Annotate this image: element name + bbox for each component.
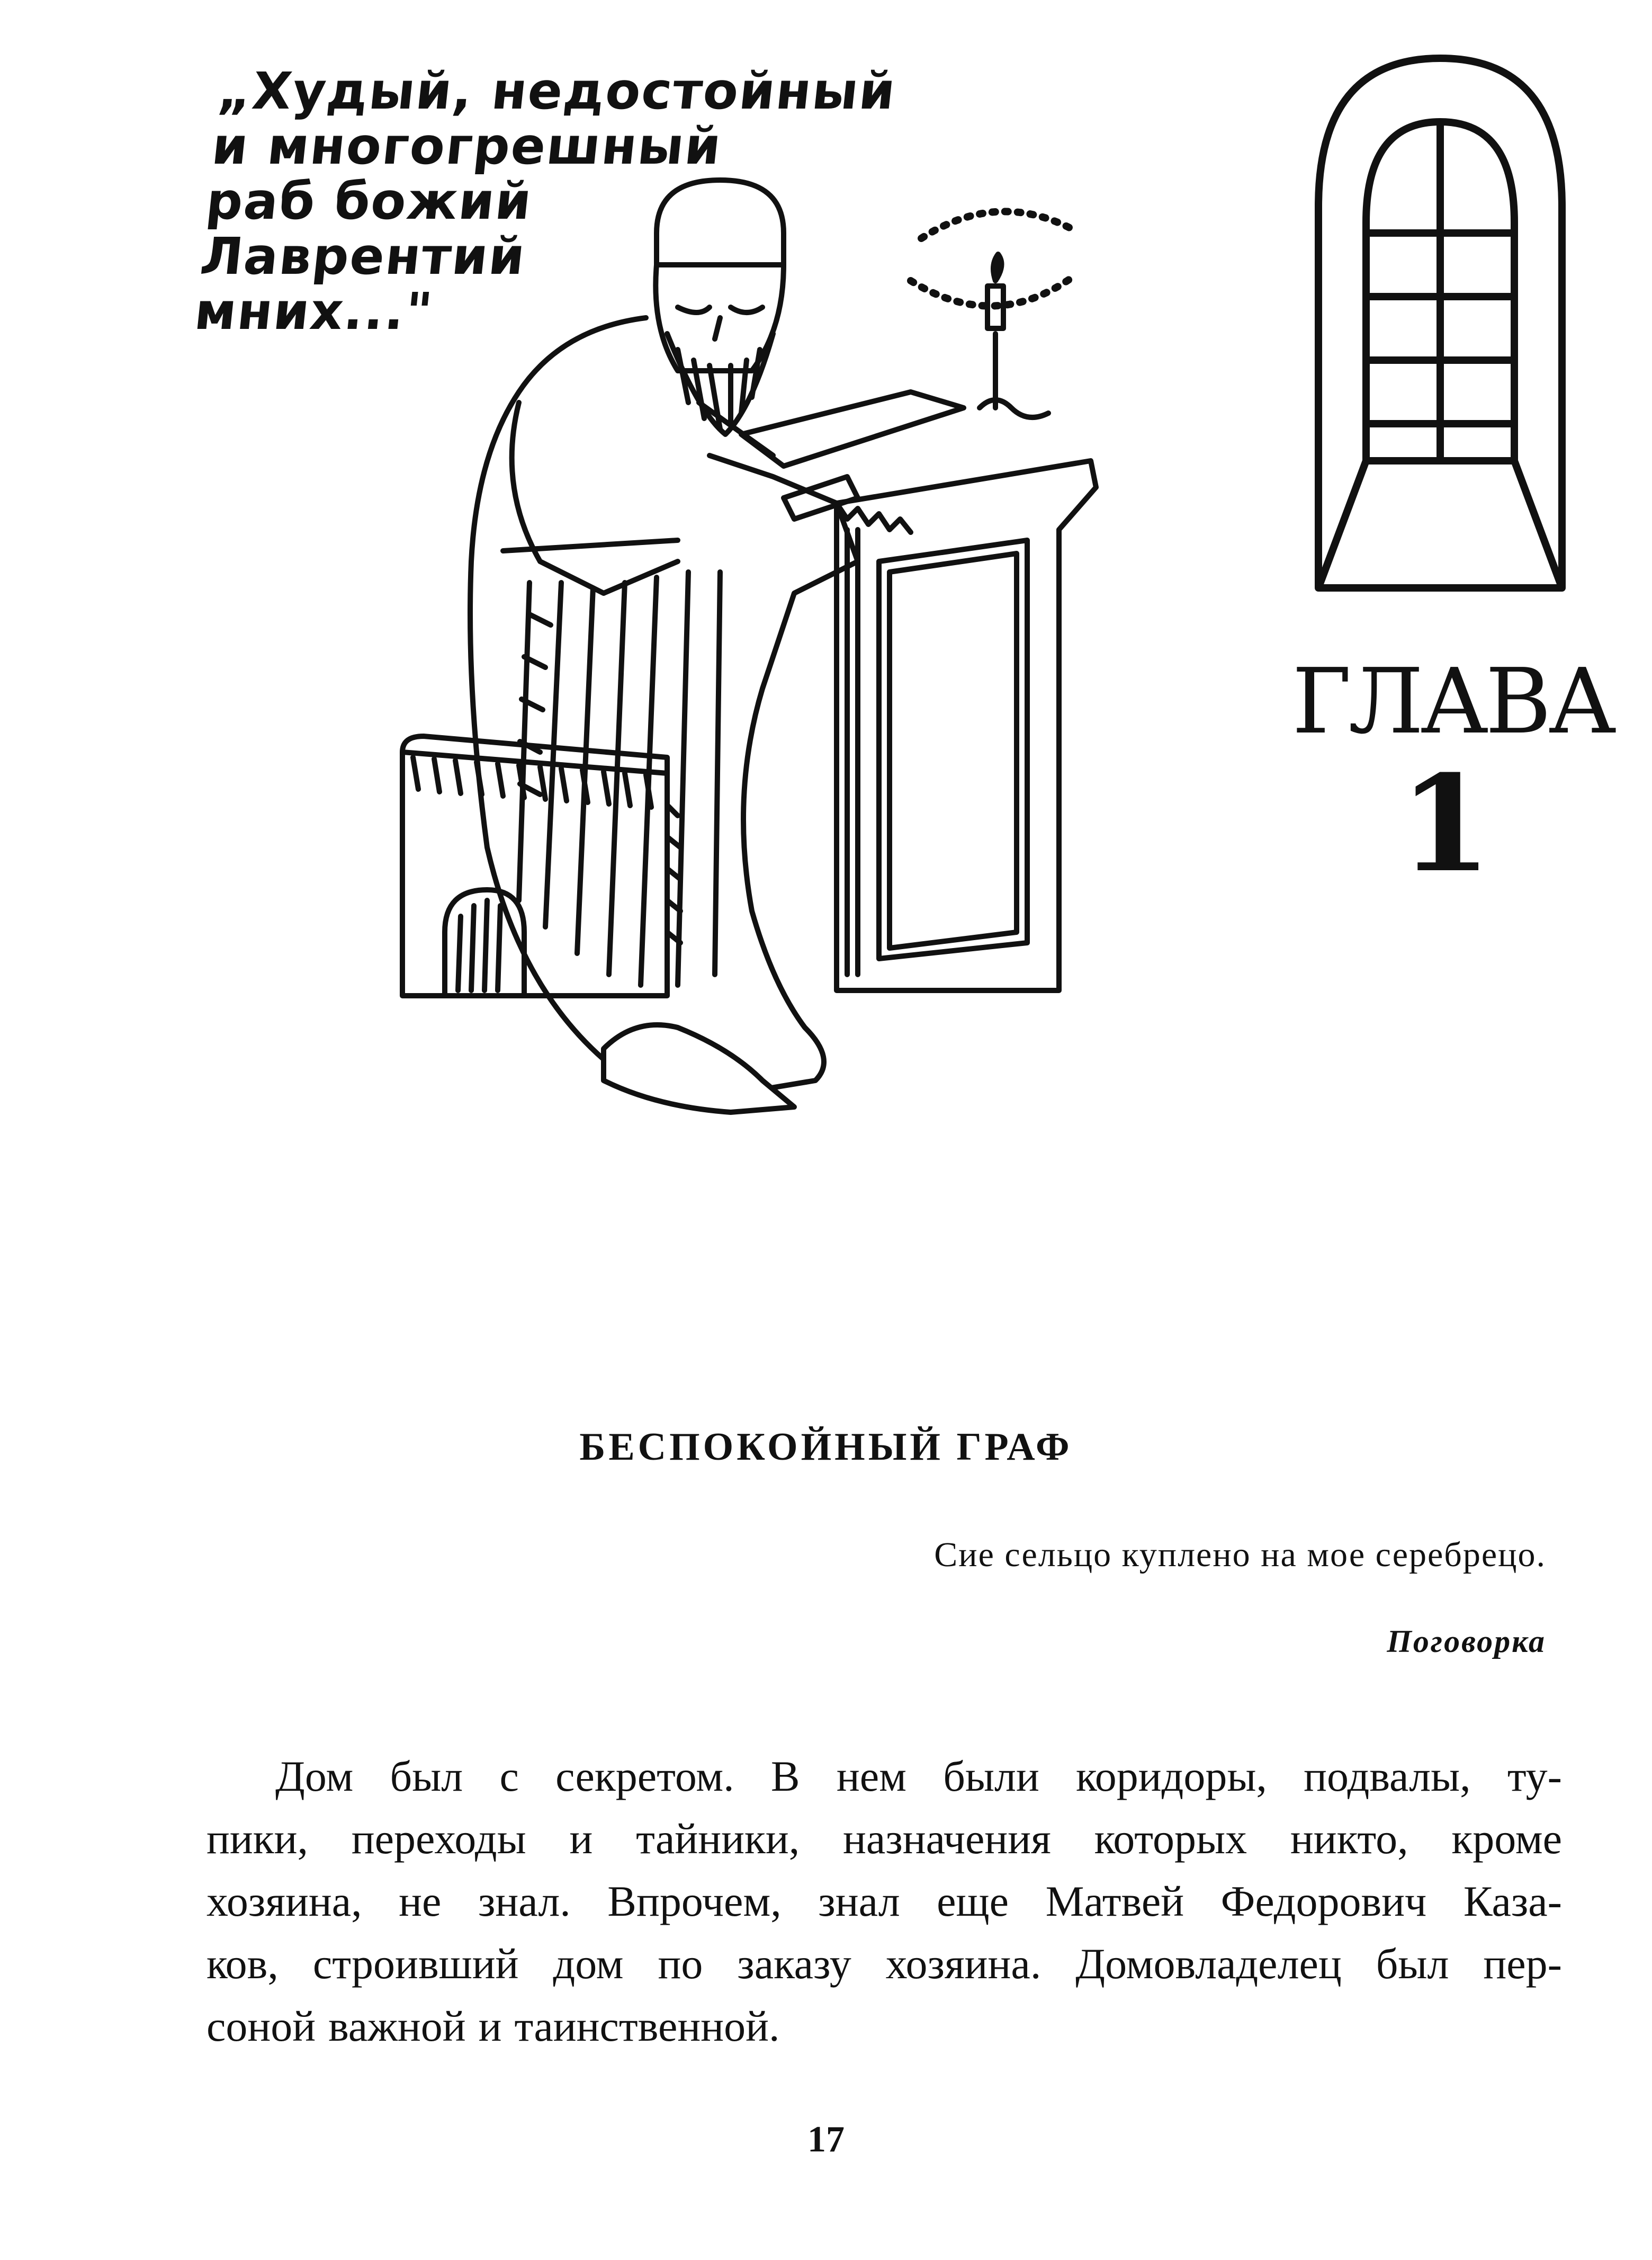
word: был (390, 1752, 463, 1800)
word: заказу (737, 1940, 851, 1988)
word: кроме (1451, 1815, 1562, 1863)
word: В (770, 1752, 800, 1800)
chapter-word: ГЛАВА (1292, 649, 1613, 754)
word: пер- (1483, 1940, 1562, 1988)
word: коридоры, (1076, 1752, 1267, 1800)
word: и (478, 2002, 502, 2050)
body-line (206, 1933, 1562, 1995)
chapter-title: БЕСПОКОЙНЫЙ ГРАФ (579, 1425, 1073, 1469)
word: хозяина, (206, 1877, 362, 1925)
word: Матвей (1045, 1877, 1184, 1925)
word: тайники, (636, 1815, 800, 1863)
word: ту- (1507, 1752, 1562, 1800)
chapter-number: 1 (1399, 746, 1492, 901)
arched-window-icon (1308, 48, 1573, 599)
word: которых (1094, 1815, 1247, 1863)
quote-line: мних..." (192, 282, 436, 341)
epigraph-source: Поговорка (1387, 1624, 1546, 1659)
word: дом (553, 1940, 624, 1988)
word: никто, (1290, 1815, 1408, 1863)
word: знал. (478, 1877, 571, 1925)
word: знал (818, 1877, 900, 1925)
word: подвалы, (1304, 1752, 1471, 1800)
quote-line: „Худый, недостойный (214, 61, 900, 121)
word: еще (937, 1877, 1009, 1925)
monk-scribe-icon (381, 159, 1133, 1197)
quote-line: раб божий (203, 172, 535, 231)
word: Федорович (1220, 1877, 1427, 1925)
word: таинственной. (514, 2002, 780, 2050)
word: Дом (275, 1752, 354, 1800)
word: переходы (351, 1815, 526, 1863)
word: ков, (206, 1940, 279, 1988)
body-text (206, 1745, 1562, 2058)
word: были (943, 1752, 1039, 1800)
word: хозяина. (885, 1940, 1042, 1988)
word: нем (836, 1752, 906, 1800)
word: с (499, 1752, 519, 1800)
word: Впрочем, (607, 1877, 782, 1925)
word: Каза- (1463, 1877, 1562, 1925)
word: соной (206, 2002, 316, 2050)
word: по (658, 1940, 703, 1988)
word: назначения (843, 1815, 1051, 1863)
word: не (399, 1877, 442, 1925)
word: строивший (312, 1940, 519, 1988)
body-line (206, 1995, 1562, 2058)
word: важной (328, 2002, 466, 2050)
body-line (206, 1808, 1562, 1870)
quote-line: Лаврентий (197, 227, 529, 286)
body-line (206, 1870, 1562, 1933)
word: был (1376, 1940, 1449, 1988)
epigraph: Сие сельцо куплено на мое серебрецо. (934, 1535, 1546, 1574)
word: и (569, 1815, 593, 1863)
word: Домовладелец (1075, 1940, 1342, 1988)
word: пики, (206, 1815, 308, 1863)
word: секретом. (555, 1752, 734, 1800)
body-line (206, 1745, 1562, 1808)
page-number: 17 (807, 2119, 845, 2160)
quote-line: и многогрешный (209, 117, 725, 176)
